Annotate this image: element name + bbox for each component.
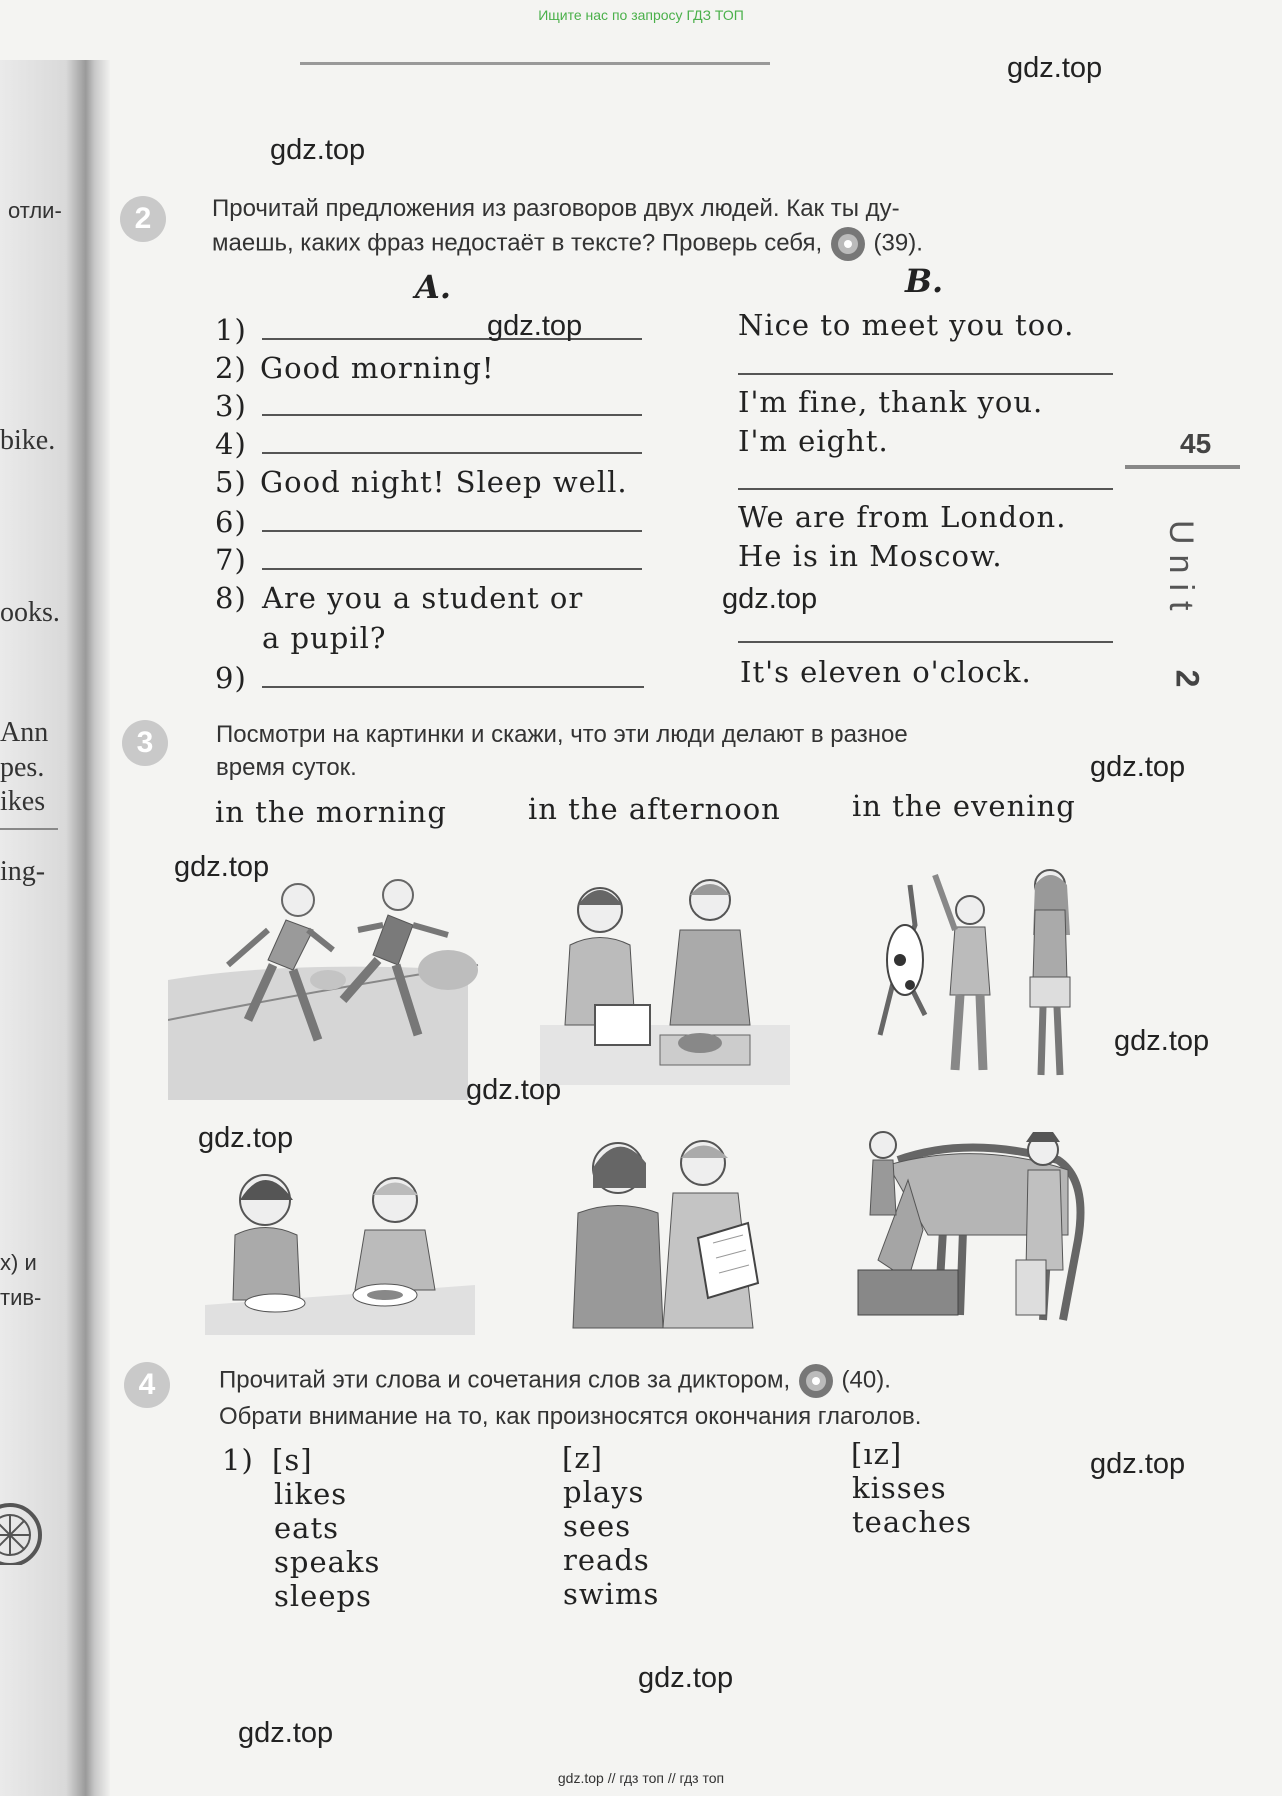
col-a-num-5: 5) (215, 465, 247, 499)
page-number-rule (1125, 465, 1240, 469)
exercise-3-instruction-line2: время суток. (216, 754, 357, 781)
left-fragment-rule (0, 828, 58, 830)
watermark-3: gdz.top (487, 310, 583, 342)
exercise-4-item-number: 1) (222, 1443, 254, 1477)
top-rule (300, 62, 770, 65)
unit-label: Unit (1162, 520, 1200, 621)
exercise-4-instruction-line2: Обрати внимание на то, как произносятся окончания глаголов. (219, 1403, 922, 1430)
col-a-blank-7[interactable] (262, 568, 642, 570)
exercise-4-instruction-line1: Прочитай эти слова и сочетания слов за диктором, (219, 1366, 791, 1394)
exercise-2-instruction-line1: Прочитай предложения из разговоров двух людей. Как ты ду- (212, 195, 900, 222)
word-kisses: kisses (852, 1471, 947, 1505)
watermark-11: gdz.top (638, 1662, 734, 1694)
word-eats: eats (274, 1511, 339, 1545)
column-a-header: A. (415, 268, 451, 306)
watermark-8: gdz.top (466, 1074, 562, 1106)
watermark-12: gdz.top (238, 1717, 334, 1749)
col-a-num-6: 6) (215, 505, 247, 539)
watermark-9: gdz.top (198, 1122, 294, 1154)
col-a-text-2: Good morning! (260, 351, 495, 385)
word-sleeps: sleeps (274, 1579, 372, 1613)
audio-disc-icon[interactable] (829, 225, 867, 263)
col-a-blank-3[interactable] (262, 414, 642, 416)
col-b-line-5: He is in Moscow. (738, 539, 1003, 573)
col-a-blank-1[interactable] (262, 338, 642, 340)
left-fragment-3: ooks. (0, 597, 60, 628)
col-a-blank-4[interactable] (262, 452, 642, 454)
word-likes: likes (274, 1477, 348, 1511)
cooking-family-illustration (540, 875, 790, 1085)
col-a-num-2: 2) (215, 351, 247, 385)
watermark-5: gdz.top (1090, 751, 1186, 783)
exercise-3-instruction-line1: Посмотри на картинки и скажи, что эти люди делают в разное (216, 721, 908, 748)
time-morning: in the morning (215, 795, 447, 829)
left-fragment-7: ing- (0, 856, 46, 887)
sound-s: [s] (272, 1443, 313, 1477)
col-b-line-6: It's eleven o'clock. (740, 655, 1032, 689)
exercise-3-badge: 3 (122, 720, 168, 766)
column-b-header: B. (905, 262, 944, 300)
footer-links[interactable]: gdz.top // гдз топ // гдз топ (557, 1770, 725, 1786)
col-b-line-3: I'm eight. (738, 424, 889, 458)
left-fragment-5: pes. (0, 752, 45, 783)
wheel-icon (0, 1495, 46, 1565)
watermark-1: gdz.top (1007, 52, 1103, 84)
time-evening: in the evening (852, 789, 1076, 823)
watermark-4: gdz.top (722, 583, 818, 615)
eating-girls-illustration (205, 1165, 475, 1335)
exercise-2-badge: 2 (120, 196, 166, 242)
reading-couple-illustration (548, 1128, 798, 1338)
exercise-4-instruction (219, 1362, 1159, 1433)
left-fragment-4: Ann (0, 717, 49, 748)
col-b-blank-1[interactable] (738, 373, 1113, 375)
col-b-blank-3[interactable] (738, 641, 1113, 643)
col-a-num-7: 7) (215, 543, 247, 577)
left-fragment-2: bike. (0, 425, 56, 456)
exercise-4-audio-ref: (40). (841, 1366, 891, 1394)
col-a-text-5: Good night! Sleep well. (260, 465, 628, 499)
exercise-2-instruction-line2: маешь, каких фраз недостаёт в тексте? Проверь себя, (212, 229, 823, 257)
watermark-6: gdz.top (174, 851, 270, 883)
col-b-blank-2[interactable] (738, 488, 1113, 490)
sound-iz: [ız] (851, 1437, 903, 1471)
exercise-3-instruction (216, 718, 1116, 784)
col-a-num-8: 8) (215, 581, 247, 615)
col-b-line-2: I'm fine, thank you. (738, 385, 1044, 419)
audio-disc-icon[interactable] (797, 1362, 835, 1400)
time-afternoon: in the afternoon (528, 792, 781, 826)
word-speaks: speaks (274, 1545, 381, 1579)
page-number: 45 (1180, 428, 1212, 459)
word-sees: sees (563, 1509, 632, 1543)
exercise-2-instruction (212, 192, 1112, 263)
unit-number: 2 (1169, 669, 1206, 688)
word-reads: reads (563, 1543, 650, 1577)
word-swims: swims (563, 1577, 660, 1611)
col-a-num-3: 3) (215, 389, 247, 423)
sound-z: [z] (562, 1441, 603, 1475)
running-girls-illustration (168, 870, 488, 1100)
col-a-num-9: 9) (215, 661, 247, 695)
col-b-line-4: We are from London. (738, 500, 1067, 534)
left-fragment-1: отли- (8, 198, 62, 223)
col-a-blank-9[interactable] (262, 686, 644, 688)
word-teaches: teaches (852, 1505, 973, 1539)
top-search-link[interactable]: Ищите нас по запросу ГДЗ ТОП (538, 7, 744, 23)
col-a-text-8b: a pupil? (262, 621, 387, 655)
left-fragment-6: ikes (0, 786, 46, 817)
col-a-num-1: 1) (215, 313, 247, 347)
exercise-4-badge: 4 (124, 1362, 170, 1408)
horse-feeding-illustration (848, 1120, 1123, 1335)
boy-dog-girl-illustration (855, 865, 1095, 1090)
col-a-text-8: Are you a student or (262, 581, 584, 615)
watermark-7: gdz.top (1114, 1025, 1210, 1057)
col-a-blank-6[interactable] (262, 530, 642, 532)
exercise-2-audio-ref: (39). (873, 229, 923, 257)
word-plays: plays (563, 1475, 645, 1509)
watermark-2: gdz.top (270, 134, 366, 166)
col-b-line-1: Nice to meet you too. (738, 308, 1075, 342)
col-a-num-4: 4) (215, 427, 247, 461)
watermark-10: gdz.top (1090, 1448, 1186, 1480)
left-fragment-9: тив- (0, 1285, 42, 1310)
left-fragment-8: х) и (0, 1250, 37, 1275)
